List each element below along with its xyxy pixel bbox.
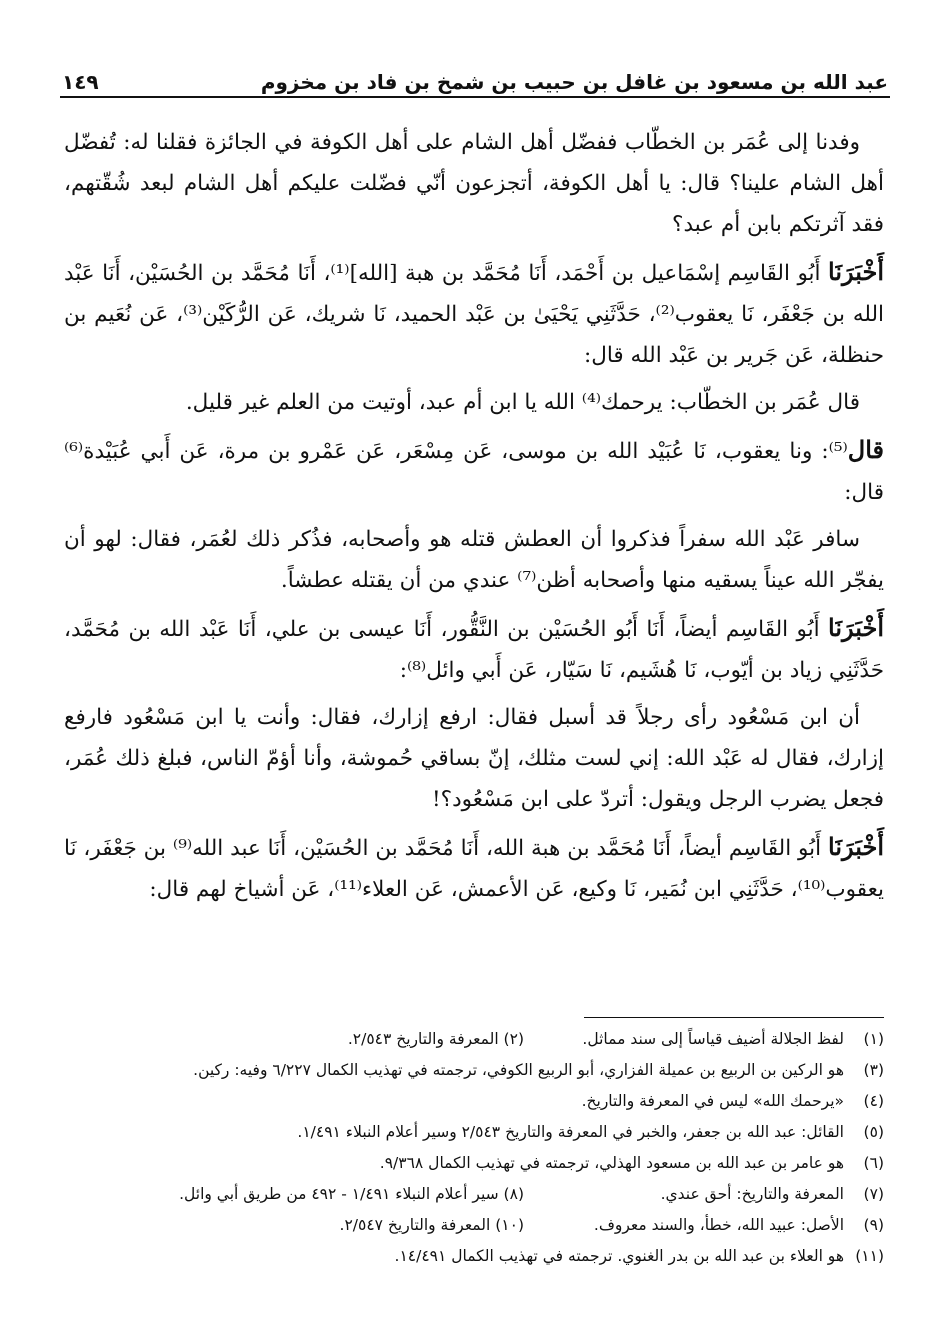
footnotes [64,1024,884,1272]
footnote-line: (٥) القائل: عبد الله بن جعفر، والخبر في المعرفة والتاريخ ٢/٥٤٣ وسير أعلام النبلاء ١/٤٩١. [297,1123,884,1141]
paragraph-8: أَخْبَرَنَا أَبُو القَاسِم أيضاً، أَنَا مُحَمَّد بن هبة الله، أَنَا مُحَمَّد بن الحُسَيْن، أَنَا عبد الله⁽⁹⁾ بن جَعْفَر، نَا يعقوب⁽¹⁰⁾، حَدَّثَنِي ابن نُمَير، نَا وكيع، عَن الأعمش، عَن العلاء⁽¹¹⁾، عَن أشياخ لهم قال: [64,832,884,902]
page-number: ١٤٩ [62,70,99,94]
footnote-line: (٤) «يرحمك الله» ليس في المعرفة والتاريخ. [581,1092,884,1110]
running-header [62,58,888,94]
footnote-line: (٧) المعرفة والتاريخ: أحق عندي. (٨) سير أعلام النبلاء ١/٤٩١ - ٤٩٢ من طريق أبي وائل. [179,1185,884,1203]
paragraph-4: قال⁽⁵⁾: ونا يعقوب، نَا عُبَيْد الله بن موسى، عَن مِسْعَر، عَن عَمْرو بن مرة، عَن أَبي عُبَيْدة⁽⁶⁾ قال: [64,435,884,505]
main-text [64,122,884,916]
footnote-line: (٣) هو الركين بن الربيع بن عميلة الفزاري، أبو الربيع الكوفي، ترجمته في تهذيب الكمال ٦/٢٢٧ وفيه: ركين. [193,1061,884,1079]
footnote-line: (١) لفظ الجلالة أضيف قياساً إلى سند مماثل. (٢) المعرفة والتاريخ ٢/٥٤٣. [347,1030,884,1048]
lead-word: أَخْبَرَنَا [828,613,885,642]
header-divider [60,96,890,98]
lead-word: أَخْبَرَنَا [828,257,884,286]
footnote-divider [584,1017,884,1018]
paragraph-7: أن ابن مَسْعُود رأى رجلاً قد أسبل فقال: ارفع إزارك، فقال: وأنت يا ابن مَسْعُود فارفع إزارك، فقال له عَبْد الله: إني لست مثلك، إنّ بساقي حُموشة، وأنا أؤمّ الناس، فبلغ ذلك عُمَر، فجعل يضرب الرجل ويقول: أتردّ على ابن مَسْعُود؟! [64,705,884,812]
lead-word: قال [847,435,884,464]
paragraph-5: سافر عَبْد الله سفراً فذكروا أن العطش قتله هو وأصحابه، فذُكر ذلك لعُمَر، فقال: لهو أن يفجّر الله عيناً يسقيه منها وأصحابه أظن⁽⁷⁾ عندي من أن يقتله عطشاً. [64,527,884,593]
footnote-line: (٦) هو عامر بن عبد الله بن مسعود الهذلي، ترجمته في تهذيب الكمال ٩/٣٦٨. [379,1154,884,1172]
paragraph-6: أَخْبَرَنَا أَبُو القَاسِم أيضاً، أَنَا أَبُو الحُسَيْن بن النَّقُّور، أَنَا عيسى بن علي، أَنَا عَبْد الله بن مُحَمَّد، حَدَّثَنِي زياد بن أيّوب، نَا هُشَيم، نَا سَيّار، عَن أَبي وائل⁽⁸⁾: [64,613,885,683]
paragraph-3: قال عُمَر بن الخطّاب: يرحمك⁽⁴⁾ الله يا ابن أم عبد، أوتيت من العلم غير قليل. [185,390,860,415]
footnote-line: (١١) هو العلاء بن عبد الله بن بدر الغنوي. ترجمته في تهذيب الكمال ١٤/٤٩١. [394,1247,884,1265]
header-title: عبد الله بن مسعود بن غافل بن حبيب بن شمخ بن فاد بن مخزوم [260,70,888,94]
lead-word: أَخْبَرَنَا [828,832,884,861]
paragraph-2: أَخْبَرَنَا أَبُو القَاسِم إسْمَاعيل بن أَحْمَد، أَنَا مُحَمَّد بن هبة [الله]⁽¹⁾، أَنَا مُحَمَّد بن الحُسَيْن، أَنَا عَبْد الله بن جَعْفَر، نَا يعقوب⁽²⁾، حَدَّثَنِي يَحْيَىٰ بن عَبْد الحميد، نَا شريك، عَن الرُّكَيْن⁽³⁾، عَن نُعَيم بن حنظلة، عَن جَرير بن عَبْد الله قال: [64,257,885,368]
footnote-line: (٩) الأصل: عبيد الله، خطأ، والسند معروف. (١٠) المعرفة والتاريخ ٢/٥٤٧. [339,1216,884,1234]
paragraph-1: وفدنا إلى عُمَر بن الخطّاب ففضّل أهل الشام على أهل الكوفة في الجائزة فقلنا له: تُفضّل أهل الشام علينا؟ قال: يا أهل الكوفة، أتجزعون أنّي فضّلت عليكم أهل الشام لبعد شُقّتهم، فقد آثرتكم بابن أم عبد؟ [64,130,884,237]
